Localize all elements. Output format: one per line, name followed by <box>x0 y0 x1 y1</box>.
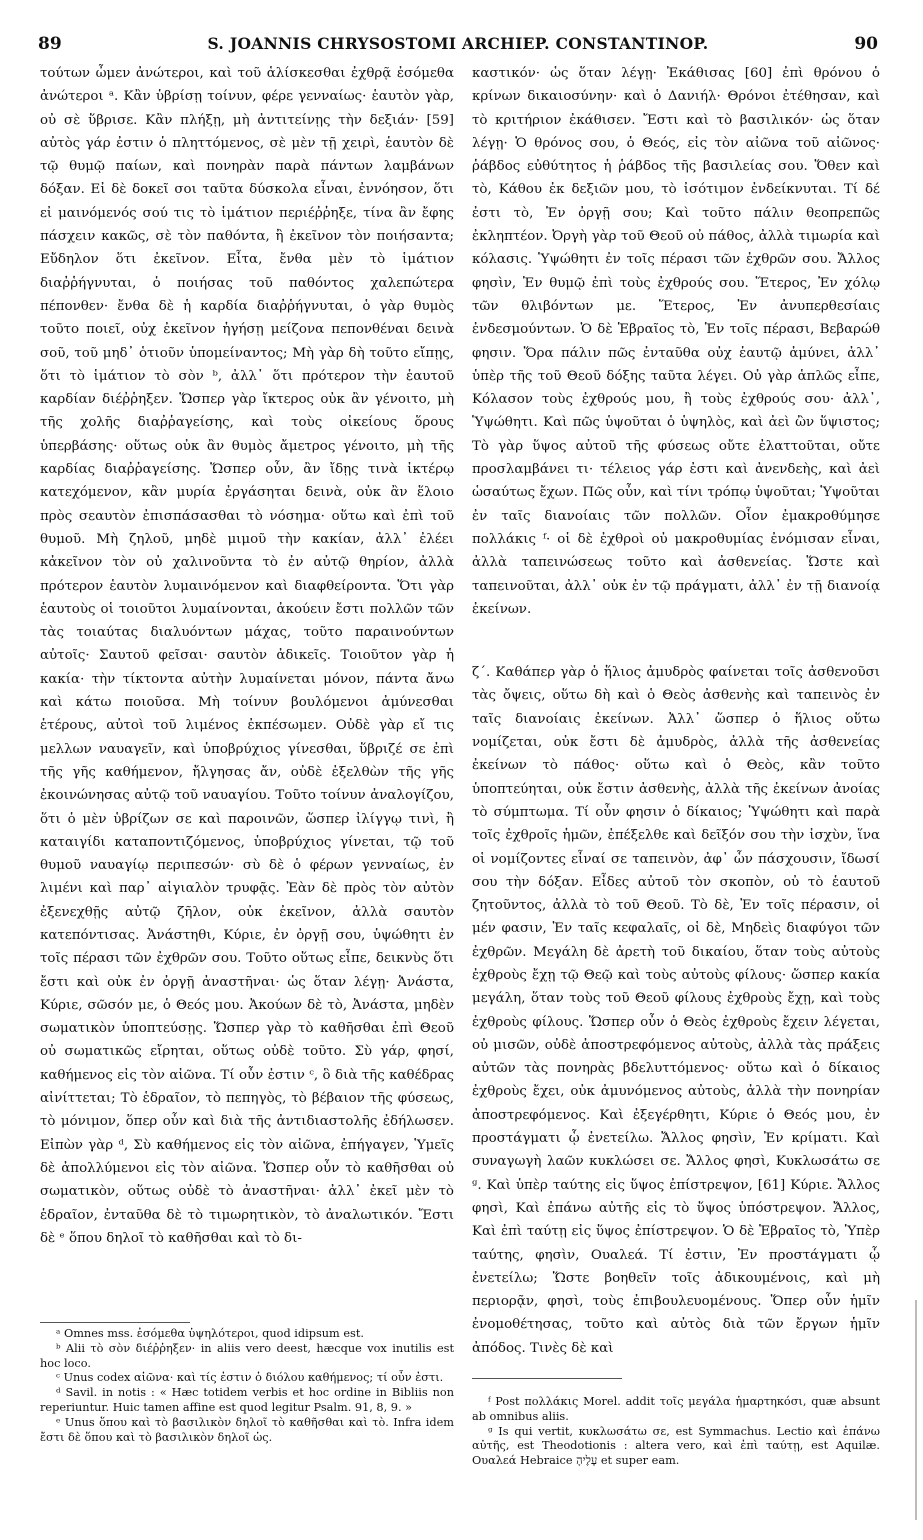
left-column <box>40 62 454 1250</box>
page-edge-shadow <box>915 1300 917 1520</box>
footnotes-right <box>472 1395 880 1469</box>
running-title: S. JOANNIS CHRYSOSTOMI ARCHIEP. CONSTANTINOP. <box>207 34 709 53</box>
footnote-c: ᶜ Unus codex αἰῶνα· καὶ τίς ἐστιν ὁ διόλου καθήμενος; τί οὖν ἐστι. <box>56 1371 444 1385</box>
footnote-g: ᵍ Is qui vertit, κυκλωσάτω σε, est Symmachus. Lectio καὶ ἐπάνω αὐτῆς, est Theodotionis : altera vero, καὶ ἐπὶ ταύτῃ, est Aquilæ. Ουαλεά Hebraice עָלֶיהָ et super eam. <box>472 1424 880 1468</box>
footnote-f: ᶠ Post πολλάκις Morel. addit τοῖς μεγάλα ἡμαρτηκόσι, quæ absunt ab omnibus aliis. <box>472 1395 880 1423</box>
right-column-paragraph-1: καστικόν· ὡς ὅταν λέγῃ· Ἐκάθισας [60] ἐπὶ θρόνου ὁ κρίνων δικαιοσύνην· καὶ ὁ Δανιήλ· Θρόνοι ἐτέθησαν, καὶ τὸ κριτήριον ἐκάθισεν. Ἔστι καὶ τὸ βασιλικόν· ὡς ὅταν λέγῃ· Ὁ θρόνος σου, ὁ Θεός, εἰς τὸν αἰῶνα τοῦ αἰῶνος· ῥάβδος εὐθύτητος ἡ ῥάβδος τῆς βασιλείας σου. Ὅθεν καὶ τὸ, Κάθου ἐκ δεξιῶν μου, τὸ ἰσότιμον ἐνδείκνυται. Τί δέ ἐστι τὸ, Ἐν ὀργῇ σου; Καὶ τοῦτο πάλιν θεοπρεπῶς ἐκληπτέον. Ὀργὴ γὰρ τοῦ Θεοῦ οὐ πάθος, ἀλλὰ τιμωρία καὶ κόλασις. Ὑψώθητι ἐν τοῖς πέρασι τῶν ἐχθρῶν σου. Ἄλλος φησὶν, Ἐν θυμῷ ἐπὶ τοὺς ἐχθρούς σου. Ἕτερος, Ἐν χόλῳ τῶν θλιβόντων με. Ἕτερος, Ἐν ἀνυπερθεσίαις ἐνδεσμούντων. Ὁ δὲ Ἑβραῖος τὸ, Ἐν τοῖς πέρασι, Βεβαρώθ φησιν. Ὅρα πάλιν πῶς ἐνταῦθα οὐχ ἑαυτῷ ἀμύνει, ἀλλ᾿ ὑπὲρ τῆς τοῦ Θεοῦ δόξης ταῦτα λέγει. Οὐ γὰρ ἁπλῶς εἶπε, Κόλασον τοὺς ἐχθρούς μου, ἢ τοὺς ἐχθρούς σου· ἀλλ᾿, Ὑψώθητι. Καὶ πῶς ὑψοῦται ὁ ὑψηλὸς, καὶ ἀεὶ ὢν ὕψιστος; Τὸ γὰρ ὕψος αὐτοῦ τῆς φύσεως οὔτε ἐλαττοῦται, οὔτε προσλαμβάνει τι· τέλειος γάρ ἐστι καὶ ἀνενδεὴς, καὶ ἀεὶ ὡσαύτως ἔχων. Πῶς οὖν, καὶ τίνι τρόπῳ ὑψοῦται; Ὑψοῦται ἐν ταῖς διανοίαις τῶν πολλῶν. Οἷον ἐμακροθύμησε πολλάκις ᶠ· οἱ δὲ ἐχθροὶ οὐ μακροθυμίας ἐνόμισαν εἶναι, ἀλλὰ ταπεινώσεως τοῦτο καὶ ἀσθενείας. Ὥστε καὶ ταπεινοῦται, ἀλλ᾿ οὐκ ἐν τῷ πράγματι, ἀλλ᾿ ἐν τῇ διανοίᾳ ἐκείνων. <box>472 66 880 617</box>
page-number-left: 89 <box>38 34 62 54</box>
right-column <box>472 62 880 1360</box>
footnote-a: ᵃ Omnes mss. ἐσόμεθα ὑψηλότεροι, quod idipsum est. <box>56 1327 364 1340</box>
right-column-paragraph-2: ζ΄. Καθάπερ γὰρ ὁ ἥλιος ἀμυδρὸς φαίνεται τοῖς ἀσθενοῦσι τὰς ὄψεις, οὕτω δὴ καὶ ὁ Θεὸς ἀσθενὴς καὶ ταπεινὸς ἐν ταῖς διανοίαις ἐκείνων. Ἀλλ᾿ ὥσπερ ὁ ἥλιος οὕτω νομίζεται, οὐκ ἔστι δὲ ἀμυδρὸς, ἀλλὰ τῆς ἀσθενείας ἐκείνων τὸ πάθος· οὕτω καὶ ὁ Θεὸς, κἂν τοῦτο ὑποπτεύηται, οὐκ ἔστιν ἀσθενὴς, ἀλλὰ τῆς ἐκείνων ἀνοίας τὸ σύμπτωμα. Τί οὖν φησιν ὁ δίκαιος; Ὑψώθητι καὶ παρὰ τοῖς ἐχθροῖς ἡμῶν, ἐπέξελθε καὶ δεῖξόν σου τὴν ἰσχὺν, ἵνα οἱ νομίζοντες εἶναί σε ταπεινὸν, ἀφ᾿ ὧν πάσχουσιν, ἴδωσί σου τὴν δόξαν. Εἶδες αὐτοῦ τὸν σκοπὸν, οὐ τὸ ἑαυτοῦ ζητοῦντος, ἀλλὰ τὸ τοῦ Θεοῦ. Τὸ δὲ, Ἐν τοῖς πέρασιν, οἱ μέν φασιν, Ἐν ταῖς κεφαλαῖς, οἱ δὲ, Μηδεὶς διαφύγοι τῶν ἐχθρῶν. Μεγάλη δὲ ἀρετὴ τοῦ δικαίου, ὅταν τοὺς αὐτοὺς ἐχθροὺς ἔχῃ τῷ Θεῷ καὶ τοὺς αὐτοὺς φίλους· ὥσπερ κακία μεγάλη, ὅταν τοὺς τοῦ Θεοῦ φίλους ἐχθροὺς ἔχῃ, καὶ τοὺς ἐχθροὺς φίλους. Ὥσπερ οὖν ὁ Θεὸς ἐχθροὺς ἔχειν λέγεται, οὐ μισῶν, οὐδὲ ἀποστρεφόμενος αὐτοὺς, ἀλλὰ τὰς πράξεις αὐτῶν τὰς πονηρὰς βδελυττόμενος· οὕτω καὶ ὁ δίκαιος ἐχθροὺς ἔχει, οὐκ ἀμυνόμενος αὐτοὺς, ἀλλὰ τὴν πονηρίαν ἀποστρεφόμενος. Καὶ ἐξεγέρθητι, Κύριε ὁ Θεός μου, ἐν προστάγματι ᾧ ἐνετείλω. Ἄλλος φησὶν, Ἐν κρίματι. Καὶ συναγωγὴ λαῶν κυκλώσει σε. Ἄλλος φησὶ, Κυκλωσάτω σε ᵍ. Καὶ ὑπὲρ ταύτης εἰς ὕψος ἐπίστρεψον, [61] Κύριε. Ἄλλος φησὶ, Καὶ ἐπάνω αὐτῆς εἰς τὸ ὕψος ὑπόστρεψον. Ἄλλος, Καὶ ἐπὶ ταύτῃ εἰς ὕψος ἐπίστρεψον. Ὁ δὲ Ἑβραῖος τὸ, Ὑπὲρ ταύτης, φησὶν, Ουαλεά. Τί ἐστιν, Ἐν προστάγματι ᾧ ἐνετείλω; Ὥστε βοηθεῖν τοῖς ἀδικουμένοις, καὶ μὴ περιορᾷν, φησὶ, τοὺς ἐπιβουλευομένους. Ὅπερ οὖν ἡμῖν ἐνομοθέτησας, τοῦτο καὶ αὐτὸς διὰ τῶν ἔργων ἡμῖν ἀπόδος. Τινὲς δὲ καὶ <box>472 665 880 1356</box>
page-number-right: 90 <box>854 34 878 54</box>
footnote-e: ᵉ Unus ὅπου καὶ τὸ βασιλικὸν δηλοῖ τὸ καθῆσθαι καὶ τὸ. Infra idem ἔστι δὲ ὅπου καὶ τὸ βασιλικὸν δηλοῖ ὡς. <box>40 1415 454 1444</box>
left-column-text: τούτων ὦμεν ἀνώτεροι, καὶ τοῦ ἁλίσκεσθαι ἐχθρᾷ ἐσόμεθα ἀνώτεροι ᵃ. Κἂν ὑβρίσῃ τοίνυν, φέρε γενναίως· ἑαυτὸν γὰρ, οὐ σὲ ὕβρισε. Κἂν πλήξῃ, μὴ ἀντιτείνῃς τὴν δεξιάν· [59] αὐτὸς γάρ ἐστιν ὁ πληττόμενος, σὲ μὲν τῇ χειρὶ, ἑαυτὸν δὲ τῷ θυμῷ παίων, καὶ πονηρὰν παρὰ πάντων λαμβάνων δόξαν. Εἰ δὲ δοκεῖ σοι ταῦτα δύσκολα εἶναι, ἐννόησον, ὅτι εἰ μαινόμενός σού τις τὸ ἱμάτιον περιέῤῥηξε, τίνα ἂν ἔφης πάσχειν κακῶς, σὲ τὸν παθόντα, ἢ ἐκεῖνον τὸν ποιήσαντα; Εὔδηλον ὅτι ἐκεῖνον. Εἶτα, ἔνθα μὲν τὸ ἱμάτιον διαῤῥήγνυται, ὁ ποιήσας τοῦ παθόντος χαλεπώτερα πέπονθεν· ἔνθα δὲ ἡ καρδία διαῤῥήγνυται, ὁ γὰρ θυμὸς τοῦτο ποιεῖ, οὐχ ἐκεῖνον ἡγήσῃ μείζονα πεπονθέναι δεινὰ σοῦ, τοῦ μηδ᾿ ὁτιοῦν ὑπομείναντος; Μὴ γὰρ δὴ τοῦτο εἴπῃς, ὅτι τὸ ἱμάτιον τὸ σὸν ᵇ, ἀλλ᾿ ὅτι πρότερον τὴν ἑαυτοῦ καρδίαν διέῤῥηξεν. Ὥσπερ γὰρ ἴκτερος οὐκ ἂν γένοιτο, μὴ τῆς χολῆς διαῤῥαγείσης, καὶ τοὺς οἰκείους ὅρους ὑπερβάσης· οὕτως οὐκ ἂν θυμὸς ἄμετρος γένοιτο, μὴ τῆς καρδίας διαῤῥαγείσης. Ὥσπερ οὖν, ἂν ἴδῃς τινὰ ἰκτέρῳ κατεχόμενον, κἂν μυρία ἐργάσηται δεινὰ, οὐκ ἂν ἕλοιο πρὸς σεαυτὸν ἐπισπάσασθαι τὸ νόσημα· οὕτω καὶ ἐπὶ τοῦ θυμοῦ. Μὴ ζηλοῦ, μηδὲ μιμοῦ τὴν κακίαν, ἀλλ᾿ ἐλέει κἀκεῖνον τὸν οὐ χαλινοῦντα τὸ ἐν αὐτῷ θηρίον, ἀλλὰ πρότερον ἑαυτὸν λυμαινόμενον καὶ διαφθείροντα. Ὅτι γὰρ ἑαυτοὺς οἱ τοιοῦτοι λυμαίνονται, ἀκούειν ἔστι πολλῶν τῶν τὰς τοιαύτας διαλυόντων μάχας, τοῦτο παραινούντων αὐτοῖς· Σαυτοῦ φεῖσαι· σαυτὸν ἀδικεῖς. Τοιοῦτον γὰρ ἡ κακία· τὴν τίκτοντα αὐτὴν λυμαίνεται μόνον, πάντα ἄνω καὶ κάτω ποιοῦσα. Μὴ τοίνυν βουλόμενοι ἀμύνεσθαι ἑτέρους, αὐτοὶ τοῦ λιμένος ἐκπέσωμεν. Οὐδὲ γὰρ εἴ τις μελλων ναυαγεῖν, καὶ ὑποβρύχιος γίνεσθαι, ὕβριζέ σε ἐπὶ τῆς γῆς καθήμενον, ἤλγησας ἄν, οὐδὲ ἐξελθὼν τῆς γῆς ἐκοινώνησας αὐτῷ τοῦ ναυαγίου. Τοῦτο τοίνυν ἀναλογίζου, ὅτι ὁ μὲν ὑβρίζων σε καὶ παροινῶν, ὥσπερ ἰλίγγῳ τινὶ, ἢ καταιγίδι καταποντιζόμενος, ὑποβρύχιος γίνεται, τῷ τοῦ θυμοῦ ναυαγίῳ περιπεσών· σὺ δὲ ὁ φέρων γενναίως, ἐν λιμένι καὶ παρ᾿ αἰγιαλὸν τρυφᾷς. Ἐὰν δὲ πρὸς τὸν αὐτὸν ἐξενεχθῇς αὐτῷ ζῆλον, οὐκ ἐκεῖνον, ἀλλὰ σαυτὸν κατεπόντισας. Ἀνάστηθι, Κύριε, ἐν ὀργῇ σου, ὑψώθητι ἐν τοῖς πέρασι τῶν ἐχθρῶν σου. Τοῦτο οὕτως εἶπε, δεικνὺς ὅτι ἔστι καὶ οὐκ ἐν ὀργῇ ἀναστῆναι· ὡς ὅταν λέγῃ· Ἀνάστα, Κύριε, σῶσόν με, ὁ Θεός μου. Ἀκούων δὲ τὸ, Ἀνάστα, μηδὲν σωματικὸν ὑποπτεύσῃς. Ὥσπερ γὰρ τὸ καθῆσθαι ἐπὶ Θεοῦ οὐ σωματικῶς εἴρηται, οὕτως οὐδὲ τοῦτο. Σὺ γάρ, φησί, καθήμενος εἰς τὸν αἰῶνα. Τί οὖν ἐστιν ᶜ, ὃ διὰ τῆς καθέδρας αἰνίττεται; Τὸ ἑδραῖον, τὸ πεπηγὸς, τὸ βέβαιον τῆς φύσεως, τὸ μόνιμον, ὅπερ οὖν καὶ διὰ τῆς ἀντιδιαστολῆς ἐδήλωσεν. Εἰπὼν γὰρ ᵈ, Σὺ καθήμενος εἰς τὸν αἰῶνα, ἐπήγαγεν, Ὑμεῖς δὲ ἀπολλύμενοι εἰς τὸν αἰῶνα. Ὥσπερ οὖν τὸ καθῆσθαι οὐ σωματικὸν, οὕτως οὐδὲ τὸ ἀναστῆναι· ἀλλ᾿ ἐκεῖ μὲν τὸ ἑδραῖον, ἐνταῦθα δὲ τὸ τιμωρητικὸν, τὸ ἀναλωτικόν. Ἔστι δὲ ᵉ ὅπου δηλοῖ τὸ καθῆσθαι καὶ τὸ δι- <box>40 66 454 1246</box>
footnotes-left <box>40 1327 454 1445</box>
running-header <box>38 34 878 60</box>
footnote-rule-left <box>40 1322 190 1323</box>
footnote-d: ᵈ Savil. in notis : « Hæc totidem verbis et hoc ordine in Bibliis non reperiuntur. Huic tamen affine est quod legitur Psalm. 91, 8, 9. » <box>40 1386 454 1414</box>
footnote-b: ᵇ Alii τὸ σὸν διέῤῥηξεν· in aliis vero deest, hæcque vox inutilis est hoc loco. <box>40 1341 454 1370</box>
footnote-rule-right <box>472 1378 622 1379</box>
